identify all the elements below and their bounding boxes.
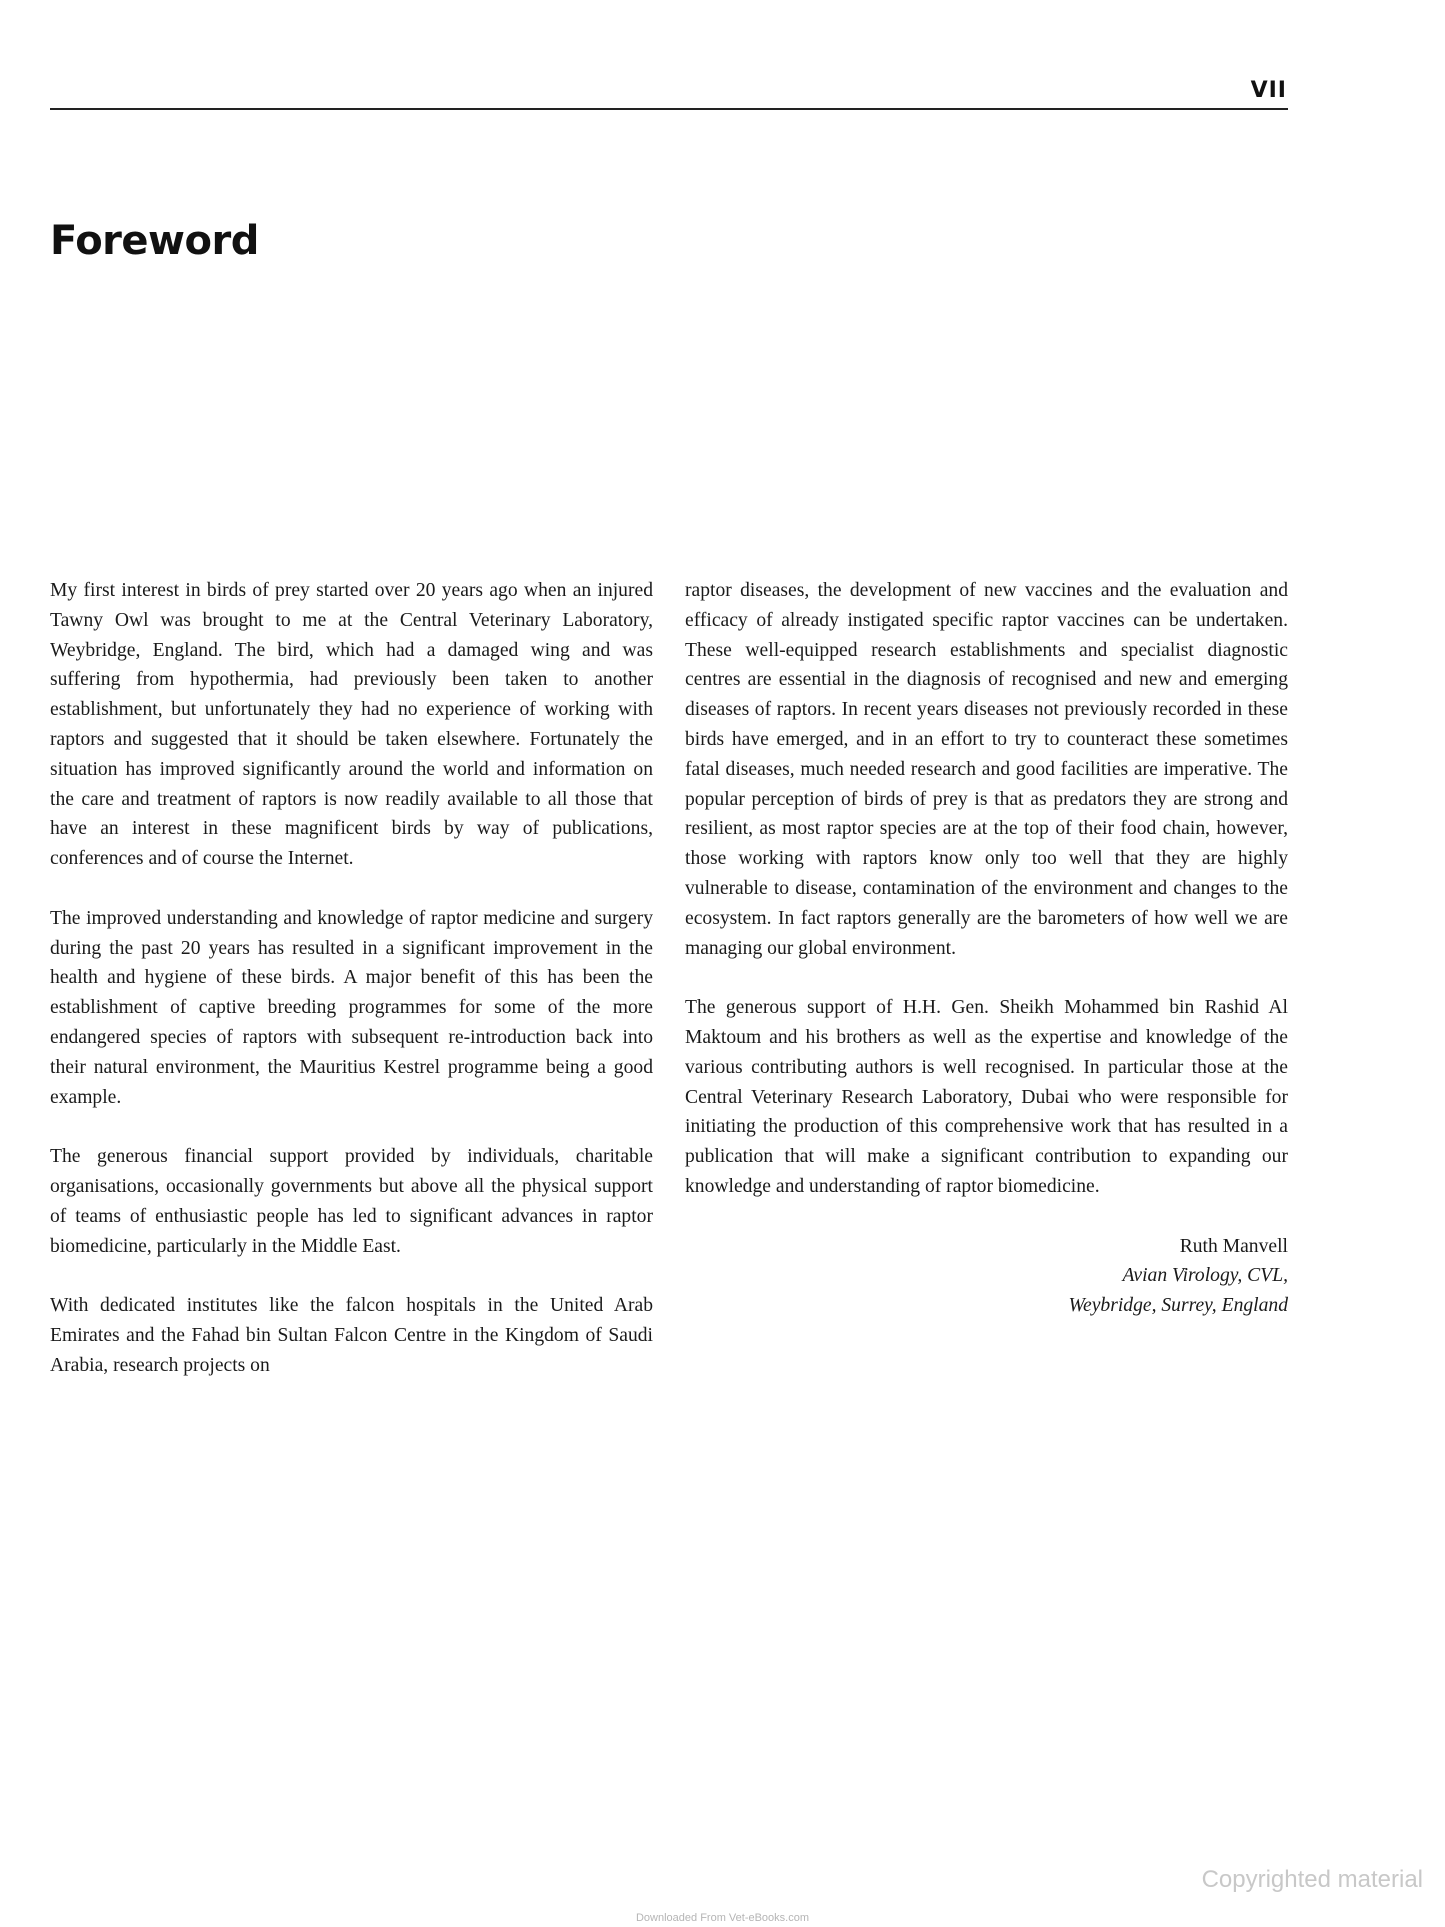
paragraph: The generous financial support provided by individuals, charitable organisations, occasionally governments but above all the physical support of teams of enthusiastic people has led to significant advances in raptor biomedicine, particularly in the Middle East. bbox=[50, 1146, 653, 1257]
signature-name: Ruth Manvell bbox=[1179, 1235, 1288, 1257]
copyright-watermark: Copyrighted material bbox=[1201, 1866, 1423, 1893]
signature-affiliation: Avian Virology, CVL, bbox=[1122, 1265, 1288, 1287]
right-column bbox=[685, 576, 1288, 1321]
download-note: Downloaded From Vet-eBooks.com bbox=[635, 1912, 810, 1924]
paragraph: With dedicated institutes like the falcon hospitals in the United Arab Emirates and the Fahad bin Sultan Falcon Centre in the Kingdom of Saudi Arabia, research projects on bbox=[50, 1295, 653, 1376]
paragraph: My first interest in birds of prey started over 20 years ago when an injured Tawny Owl was brought to me at the Central Veterinary Laboratory, Weybridge, England. The bird, which had a damaged wing and was suffering from hypothermia, had previously been taken to another establishment, but unfortunately they had no experience of working with raptors and suggested that it should be taken elsewhere. Fortunately the situation has improved significantly around the world and information on the care and treatment of raptors is now readily available to all those that have an interest in these magnificent birds by way of publications, conferences and of course the Internet. bbox=[50, 580, 653, 870]
signature-location: Weybridge, Surrey, England bbox=[1068, 1295, 1288, 1317]
header-rule bbox=[50, 108, 1288, 110]
paragraph: The generous support of H.H. Gen. Sheikh Mohammed bin Rashid Al Maktoum and his brothers as well as the expertise and knowledge of the various contributing authors is well recognised. In particular those at the Central Veterinary Research Laboratory, Dubai who were responsible for initiating the production of this comprehensive work that has resulted in a publication that will make a significant contribution to expanding our knowledge and understanding of raptor biomedicine. bbox=[685, 997, 1288, 1197]
signature bbox=[685, 1232, 1288, 1321]
page-title: Foreword bbox=[50, 218, 259, 264]
paragraph: The improved understanding and knowledge of raptor medicine and surgery during the past 20 years has resulted in a significant improvement in the health and hygiene of these birds. A major benefit of this has been the establishment of captive breeding programmes for some of the more endangered species of raptors with subsequent re-introduction back into their natural environment, the Mauritius Kestrel programme being a good example. bbox=[50, 907, 653, 1108]
page-number: VII bbox=[1250, 78, 1287, 103]
left-column bbox=[50, 576, 653, 1410]
paragraph: raptor diseases, the development of new vaccines and the evaluation and efficacy of already instigated specific raptor vaccines can be undertaken. These well-equipped research establishments and specialist diagnostic centres are essential in the diagnosis of recognised and new and emerging diseases of raptors. In recent years diseases not previously recorded in these birds have emerged, and in an effort to try to counteract these sometimes fatal diseases, much needed research and good facilities are imperative. The popular perception of birds of prey is that as predators they are strong and resilient, as most raptor species are at the top of their food chain, however, those working with raptors know only too well that they are highly vulnerable to disease, contamination of the environment and changes to the ecosystem. In fact raptors generally are the barometers of how well we are managing our global environment. bbox=[685, 580, 1288, 959]
